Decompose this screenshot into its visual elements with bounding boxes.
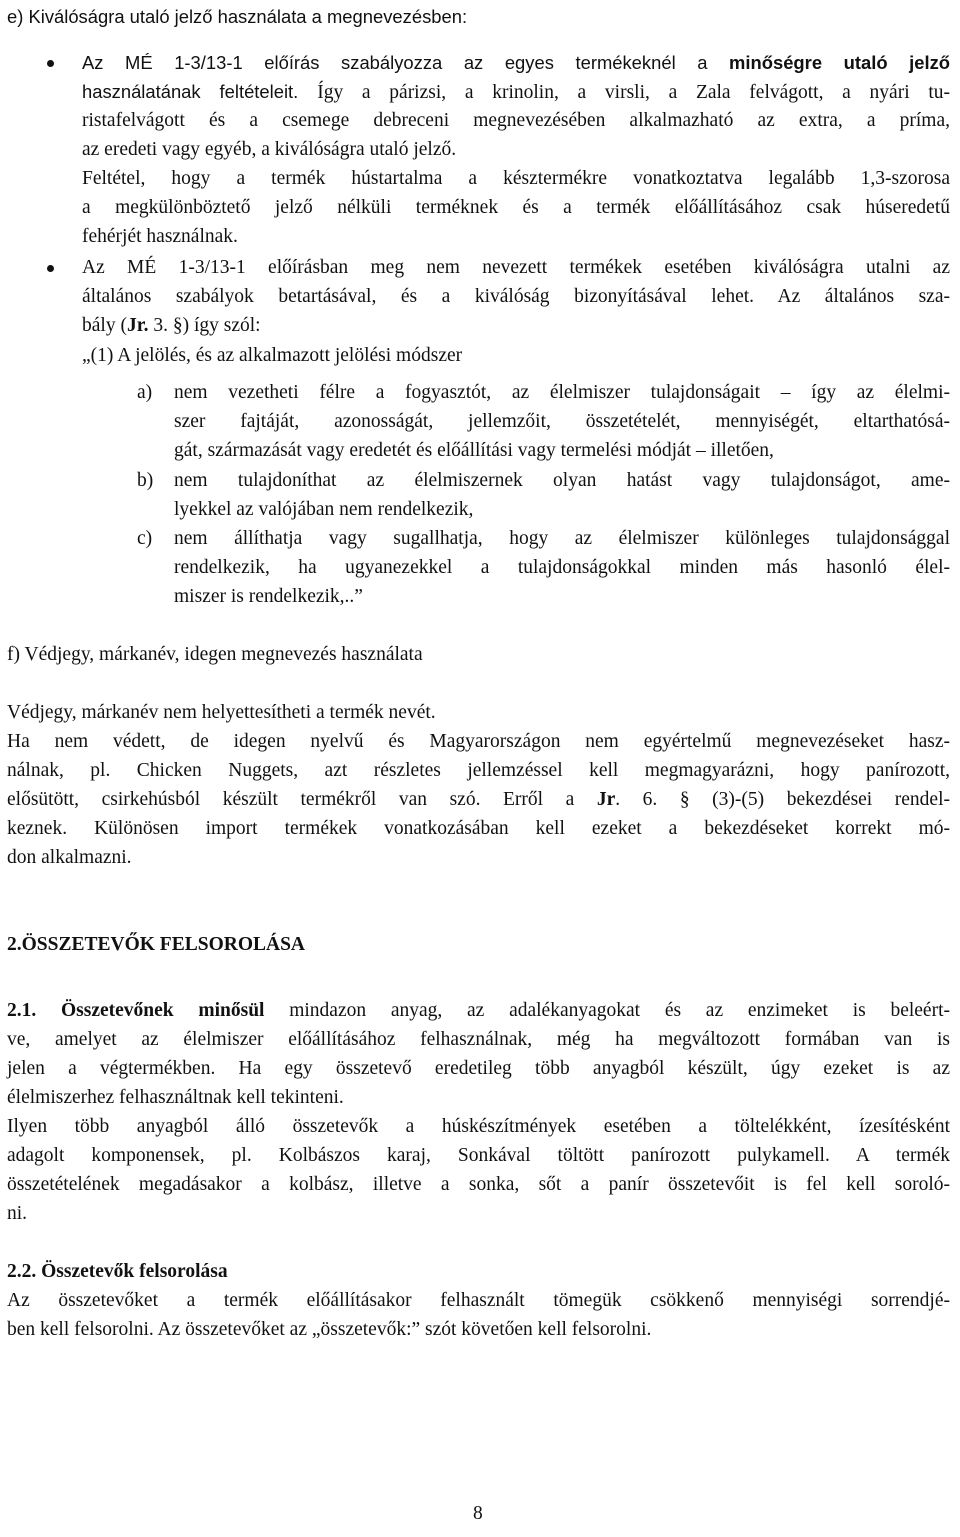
paragraph-line: élelmiszerhez felhasználtnak kell tekinteni. <box>7 1087 344 1108</box>
paragraph-line: Ilyen több anyagból álló összetevők a húskészítmények esetében a töltelékként, ízesítésként <box>7 1116 950 1137</box>
bullet1-line: használatának feltételeit. Így a párizsi, a krinolin, a virsli, a Zala felvágott, a nyári tu- <box>82 81 950 103</box>
list-item-c: nem állíthatja vagy sugallhatja, hogy az élelmiszer különleges tulajdonsággal <box>174 528 950 549</box>
paragraph-line: adagolt komponensek, pl. Kolbászos karaj, Sonkával töltött panírozott pulykamell. A termék <box>7 1145 950 1166</box>
paragraph-line: elősütött, csirkehúsból készült termékről van szó. Erről a Jr. 6. § (3)-(5) bekezdései rendel- <box>7 789 950 810</box>
paragraph-line: összetételének megadásakor a kolbász, illetve a sonka, sőt a panír összetevőit is fel kell soroló- <box>7 1174 950 1195</box>
list-item-a: szer fajtáját, azonosságát, jellemzőit, összetételét, mennyiségét, eltarthatósá- <box>174 411 950 432</box>
list-label-a: a) <box>137 382 153 403</box>
list-label-c: c) <box>137 528 153 549</box>
list-item-a: gát, származását vagy eredetét és előállítási vagy termelési módját – illetően, <box>174 440 774 461</box>
bullet1-line: Az MÉ 1-3/13-1 előírás szabályozza az egyes termékeknél a minőségre utaló jelző <box>82 52 951 73</box>
list-item-a: nem vezetheti félre a fogyasztót, az élelmiszer tulajdonságait – így az élelmi- <box>174 382 950 403</box>
list-item-c: miszer is rendelkezik,..” <box>174 586 363 607</box>
quote-line: „(1) A jelölés, és az alkalmazott jelölési módszer <box>82 345 463 366</box>
paragraph-line: Az összetevőket a termék előállításakor felhasznált tömegük csökkenő mennyiségi sorrendjé- <box>7 1290 950 1311</box>
list-item-b: lyekkel az valójában nem rendelkezik, <box>174 499 474 520</box>
paragraph-line: keznek. Különösen import termékek vonatkozásában kell ezeket a bekezdéseket korrekt mó- <box>7 818 950 839</box>
list-item-c: rendelkezik, ha ugyanezekkel a tulajdonságokkal minden más hasonló élel- <box>174 557 950 578</box>
paragraph-line: Ha nem védett, de idegen nyelvű és Magyarországon nem egyértelmű megnevezéseket hasz- <box>7 731 950 752</box>
bullet1-line: fehérjét használnak. <box>82 226 238 247</box>
paragraph-line: ni. <box>7 1203 28 1224</box>
bullet1-line: a megkülönböztető jelző nélküli terméknek és a termék előállításához csak húseredetű <box>82 197 950 218</box>
section-title: 2.ÖSSZETEVŐK FELSOROLÁSA <box>7 934 306 955</box>
paragraph-line: 2.1. Összetevőnek minősül mindazon anyag, az adalékanyagokat és az enzimeket is beleért- <box>7 1000 950 1021</box>
bullet-icon <box>47 60 54 67</box>
bullet2-line: általános szabályok betartásával, és a kiválóság bizonyításával lehet. Az általános sza- <box>82 286 950 307</box>
bullet1-line: Feltétel, hogy a termék hústartalma a késztermékre vonatkoztatva legalább 1,3-szorosa <box>82 168 950 189</box>
list-item-b: nem tulajdoníthat az élelmiszernek olyan hatást vagy tulajdonságot, ame- <box>174 470 950 491</box>
bullet-icon <box>47 265 54 272</box>
paragraph-line: ben kell felsorolni. Az összetevőket az „összetevők:” szót követően kell felsorolni. <box>7 1319 652 1340</box>
bullet2-line: Az MÉ 1-3/13-1 előírásban meg nem nevezett termékek esetében kiválóságra utalni az <box>82 257 950 278</box>
paragraph-line: don alkalmazni. <box>7 847 132 868</box>
paragraph-line: ve, amelyet az élelmiszer előállításához felhasználnak, még ha megváltozott formában van is <box>7 1029 950 1050</box>
paragraph-line: Védjegy, márkanév nem helyettesítheti a termék nevét. <box>7 702 436 723</box>
subsection-title: 2.2. Összetevők felsorolása <box>7 1261 228 1282</box>
paragraph-line: nálnak, pl. Chicken Nuggets, azt részletes jellemzéssel kell megmagyarázni, hogy panírozott, <box>7 760 950 781</box>
paragraph-line: jelen a végtermékben. Ha egy összetevő eredetileg több anyagból készült, úgy ezeket is az <box>7 1058 950 1079</box>
bullet2-line: bály (Jr. 3. §) így szól: <box>82 315 261 336</box>
heading-e: e) Kiválóságra utaló jelző használata a megnevezésben: <box>7 6 468 27</box>
list-label-b: b) <box>137 470 154 491</box>
bullet1-line: ristafelvágott és a csemege debreceni megnevezésében alkalmazható az extra, a príma, <box>82 110 950 131</box>
bullet1-line: az eredeti vagy egyéb, a kiválóságra utaló jelző. <box>82 139 457 160</box>
heading-f: f) Védjegy, márkanév, idegen megnevezés használata <box>7 644 423 665</box>
page-number: 8 <box>473 1503 483 1524</box>
